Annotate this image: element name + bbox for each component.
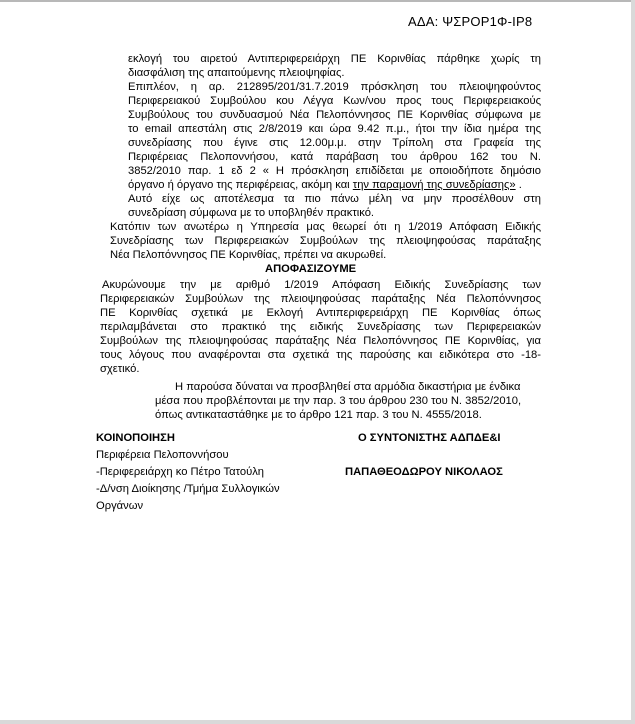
distribution-item: -Περιφερειάρχη κο Πέτρο Τατούλη [96,466,265,478]
underlined-text: την παραμονή της συνεδρίασης» [352,179,516,191]
text-line: όργανο ή όργανο της περιφέρειας, ακόμη και την παραμονή της συνεδρίασης» . [128,179,522,191]
page-right-edge [631,0,635,724]
text-line: Συμβούλων της πλειοψηφούσας παράταξης Νέα Πελοπόννησος ΠΕ Κορινθίας, για [100,335,541,347]
text-line: το email απεστάλη στις 2/8/2019 και ώρα 9.42 π.μ., ήτοι την ίδια ημέρα της [128,123,541,135]
text-line: εκλογή του αιρετού Αντιπεριφερειάρχη ΠΕ Κορινθίας πάρθηκε χωρίς τη [128,53,541,65]
text-line: Περιφέρειας Πελοποννήσου, κατά παράβαση του άρθρου 162 του Ν. [128,151,541,163]
signer-name: ΠΑΠΑΘΕΟΔΩΡΟΥ ΝΙΚΟΛΑΟΣ [345,466,503,478]
distribution-item: Οργάνων [96,500,144,512]
text-line: Ακυρώνουμε την με αριθμό 1/2019 Απόφαση Ειδικής Συνεδρίασης των [102,279,541,291]
text-line: Επιπλέον, η αρ. 212895/201/31.7.2019 πρόσκληση του πλειοψηφούντος [128,81,541,93]
text-line: συνεδρίασης που έγινε στις 12.00μ.μ. στην Τρίπολη στα Γραφεία της [128,137,541,149]
distribution-item: Περιφέρεια Πελοποννήσου [96,449,229,461]
page-bottom-edge [0,720,635,724]
signer-title: Ο ΣΥΝΤΟΝΙΣΤΗΣ ΑΔΠΔΕ&Ι [358,432,501,444]
distribution-title: ΚΟΙΝΟΠΟΙΗΣΗ [96,432,175,444]
text-line: Η παρούσα δύναται να προσβληθεί στα αρμόδια δικαστήρια με ένδικα [175,381,521,393]
ada-code: ΑΔΑ: ΨΣΡΟΡ1Φ-ΙΡ8 [408,14,533,29]
text-line: Αυτό είχε ως αποτέλεσμα τα πιο πάνω μέλη να μην προσέλθουν στη [128,193,541,205]
distribution-item: -Δ/νση Διοίκησης /Τμήμα Συλλογικών [96,483,280,495]
text-line: όπως αντικαταστάθηκε με το άρθρο 121 παρ. 3 του Ν. 4555/2018. [155,409,482,421]
text-line: 3852/2010 παρ. 1 εδ 2 « Η πρόσκληση επιδίδεται με οποιοδήποτε δημόσιο [128,165,541,177]
text-line: Νέα Πελοπόννησος ΠΕ Κορινθίας, πρέπει να ακυρωθεί. [110,249,387,261]
text-line: ΠΕ Κορινθίας σχετικά με Εκλογή Αντιπεριφερειάρχη ΠΕ Κορινθίας όπως [100,307,541,319]
text-line: τους λόγους που αναφέρονται στα σχετικά της παρούσης και ειδικότερα στο -18- [100,349,541,361]
decision-heading: ΑΠΟΦΑΣΙΖΟΥΜΕ [265,263,357,275]
text-line: σχετικό. [100,363,140,375]
text-line: Περιφερειακών Συμβούλων της πλειοψηφούσας παράταξης Νέα Πελοπόννησος [100,293,541,305]
top-edge [0,0,635,2]
text-line: Συνεδρίασης των Περιφερειακών Συμβούλων της πλειοψηφούσας παράταξης [110,235,541,247]
text-line: συνεδρίαση σύμφωνα με το υποβληθέν πρακτικό. [128,207,375,219]
text-line: περιλαμβάνεται στο πρακτικό της ειδικής Συνεδρίασης των Περιφερειακών [100,321,541,333]
text-line: διασφάλιση της απαιτούμενης πλειοψηφίας. [128,67,345,79]
text-line: Περιφερειακού Συμβούλου κου Λέγγα Κων/νου προς τους Περιφερειακούς [128,95,541,107]
text-line: Κατόπιν των ανωτέρω η Υπηρεσία μας θεωρεί ότι η 1/2019 Απόφαση Ειδικής [110,221,541,233]
text-line: μέσα που προβλέπονται με την παρ. 3 του άρθρου 230 του Ν. 3852/2010, [155,395,522,407]
text-line: Συμβούλους του συνδυασμού Νέα Πελοπόννησος ΠΕ Κορινθίας σύμφωνα με [128,109,541,121]
